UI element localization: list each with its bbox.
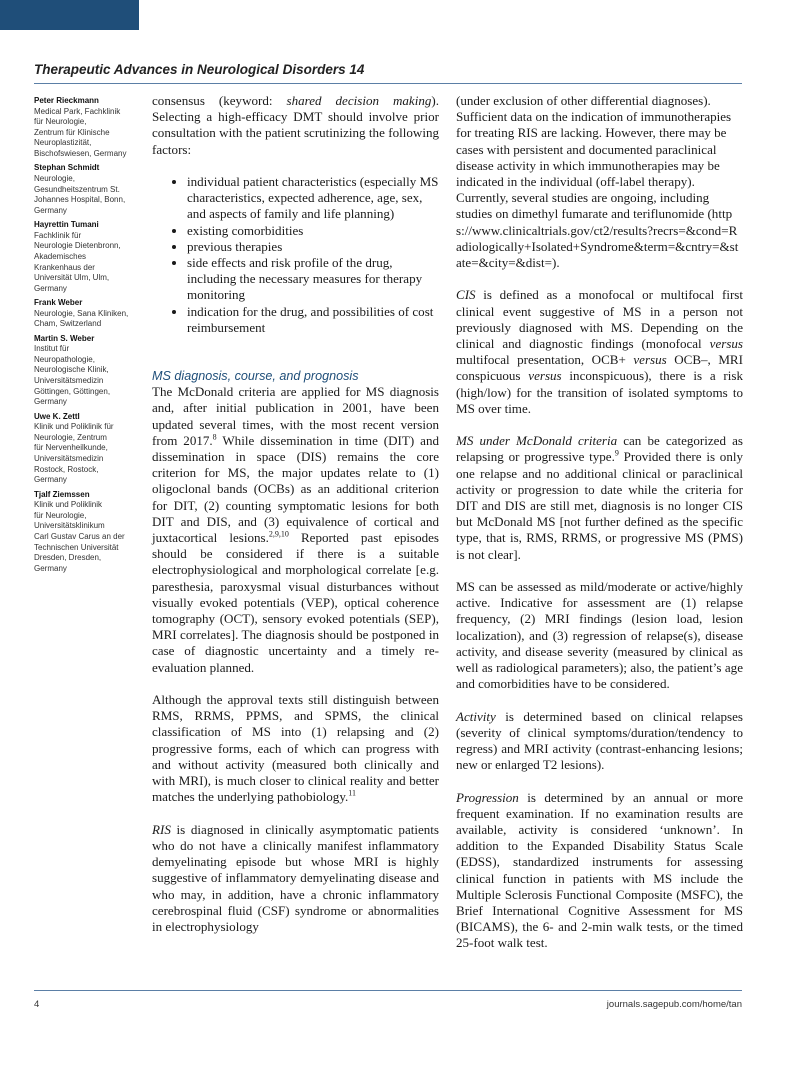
emphasis-text: versus (709, 336, 743, 352)
paragraph (152, 692, 439, 805)
study-url[interactable]: https://www.clinicaltrials.gov/ct2/results?recrs=&cond=Radiologically+Isolated+Syndrome&term=&cntry=&state=&city=&dist= (456, 206, 739, 271)
list-item: • previous therapies (187, 239, 439, 255)
author-name: Stephan Schmidt (34, 163, 100, 173)
text-run: inconspicuous), there is a risk (high/low) for the transition of isolated symptoms to MS over time. (456, 368, 743, 416)
author-affiliations (34, 96, 146, 578)
journal-title: Therapeutic Advances in Neurological Disorders 14 (34, 62, 365, 77)
paragraph: MS can be assessed as mild/moderate or active/highly active. Indicative for assessment are (1) relapse frequency, (2) MRI findings (lesion load, lesion localization), and (3) regression of relapse(s), disease activity, and disease severity (measured by clinical as well as radiological parameters); also, the patient’s age and comorbidities have to be considered. (456, 579, 743, 692)
list-item: • individual patient characteristics (especially MS characteristics, expected adherence, age, sex, and aspects of family and life planning) (187, 174, 439, 223)
factor-list (152, 174, 439, 336)
text-run: consensus (keyword: (152, 93, 287, 108)
paragraph (152, 93, 439, 158)
author-name: Tjalf Ziemssen (34, 489, 90, 499)
text-run: can be categorized as relapsing or progressive type. (456, 433, 743, 465)
paragraph (456, 433, 743, 563)
author-affiliation: Neurologie, Gesundheitszentrum St. Johannes Hospital, Bonn, Germany (34, 173, 126, 215)
paragraph (456, 790, 743, 952)
list-item: • indication for the drug, and possibilities of cost reimbursement (187, 304, 439, 336)
text-run: is determined by an annual or more frequent examination. If no examination results are available, activity is considered ‘unknown’. In addition to the Expanded Disability Status Scale (EDSS), standardized instruments for assessing clinical function in patients with MS include the Multiple Sclerosis Functional Composite (MSFC), the Brief International Cognitive Assessment for MS (BICAMS), the 6- and 2-min walk tests, or the timed 25-foot walk test. (456, 789, 743, 951)
author-entry (34, 334, 146, 408)
footer-rule (34, 990, 742, 991)
paragraph (152, 384, 439, 676)
emphasis-text: CIS (456, 287, 476, 303)
author-entry (34, 490, 146, 575)
emphasis-text: versus (633, 352, 667, 368)
author-affiliation: Klinik und Poliklinik für Neurologie, Zentrum für Nervenheilkunde, Universitätsmedizin Rostock, Rostock, Germany (34, 422, 114, 485)
journal-url-link[interactable]: journals.sagepub.com/home/tan (606, 999, 742, 1010)
author-name: Hayrettin Tumani (34, 220, 99, 230)
header-rule (34, 83, 742, 84)
author-entry (34, 163, 146, 216)
paragraph (456, 709, 743, 774)
emphasis-text: MS under McDonald criteria (456, 433, 618, 449)
author-name: Frank Weber (34, 298, 83, 308)
emphasis-text: Activity (456, 708, 496, 724)
author-entry (34, 220, 146, 294)
author-name: Martin S. Weber (34, 333, 95, 343)
text-run: While dissemination in time (DIT) and dissemination in space (DIS) remains the core criterion for MS, the major updates relate to (1) oligoclonal bands (OCBs) as an additional criterion for DIT, (2) counting symptomatic lesions for both DIT and DIS, and (3) equivalence of cortical and juxtacortical lesions. (152, 432, 439, 546)
body-column-right (456, 93, 743, 952)
citation-ref: 8 (212, 432, 217, 442)
author-entry (34, 412, 146, 486)
author-affiliation: Fachklinik für Neurologie Dietenbronn, Akademisches Krankenhaus der Universität Ulm, Ulm, Germany (34, 230, 121, 293)
paragraph (456, 93, 743, 271)
text-run: The McDonald criteria are applied for MS diagnosis and, after initial publication in 2001, have been updated several times, with the most recent version from 2017. (152, 384, 439, 448)
emphasis-text: shared decision making (286, 93, 432, 108)
author-affiliation: Klinik und Poliklinik für Neurologie, Universitätsklinikum Carl Gustav Carus an der Technischen Universität Dresden, Dresden, Germany (34, 500, 125, 573)
body-column-middle (152, 93, 439, 935)
citation-ref: 11 (348, 788, 356, 798)
citation-ref: 9 (614, 449, 619, 459)
section-heading: MS diagnosis, course, and prognosis (152, 369, 359, 384)
text-run: (under exclusion of other differential diagnoses). Sufficient data on the indication of immunotherapies for treating RIS are lacking. However, there may be cases with persistent and documented paraclinical disease activity in which immunotherapies may be indicated in the individual (off-label therapy). Currently, several studies are ongoing, including studies on dimethyl fumarate and teriflunomide ( (456, 93, 732, 222)
page-number: 4 (34, 999, 40, 1010)
text-run: Although the approval texts still distinguish between RMS, RRMS, PPMS, and SPMS, the clinical classification of MS into (1) relapsing and (2) progressive forms, each of which can progress with and without activity (measured both clinically and with MRI), is much closer to clinical reality and better matches the underlying pathobiology. (152, 692, 439, 805)
text-run: multifocal presentation, OCB+ (456, 352, 634, 368)
text-run: is defined as a monofocal or multifocal first clinical event suggestive of MS in a person not previously diagnosed with MS. Depending on the clinical and diagnostic findings (monofocal (456, 287, 743, 352)
text-run: Provided there is only one relapse and no additional clinical or paraclinical activity or progression to date while the criteria for DIT and DIS are still met, diagnosis is no longer CIS but McDonald MS [not further defined as the specific type, that is, RMS, RRMS, or progressive MS (PMS) is not clear]. (456, 449, 743, 562)
text-run: Reported past episodes should be considered if there is a suitable electrophysiological and morphological correlate [e.g. paresthesia, paroxysmal visual disturbances without visually evoked potentials (VEP), optical coherence tomography (OCT), sensory evoked potentials (SEP), MRI correlates]. The diagnosis should be postponed in case of diagnostic uncertainty and a timely re-evaluation planned. (152, 530, 440, 675)
text-run: is determined based on clinical relapses (severity of clinical symptoms/duration/tendency to regress) and MRI activity (contrast-enhancing lesions; new or enlarged T2 lesions). (456, 708, 743, 773)
author-affiliation: Neurologie, Sana Kliniken, Cham, Switzerland (34, 308, 129, 329)
list-item: • existing comorbidities (187, 223, 439, 239)
emphasis-text: versus (528, 368, 562, 384)
list-item: • side effects and risk profile of the drug, including the necessary measures for therapy monitoring (187, 255, 439, 304)
emphasis-text: RIS (152, 821, 171, 837)
author-name: Peter Rieckmann (34, 96, 99, 105)
author-affiliation: Medical Park, Fachklinik für Neurologie, Zentrum für Klinische Neuroplastizität, Bischofswiesen, Germany (34, 106, 127, 158)
paragraph (152, 822, 439, 935)
author-entry (34, 96, 146, 160)
paragraph (456, 287, 743, 417)
journal-color-bar (0, 0, 139, 30)
author-entry (34, 298, 146, 330)
text-run: is diagnosed in clinically asymptomatic patients who do not have a clinically manifest inflammatory demyelinating episode but whose MRI is highly suggestive of inflammatory demyelinating disease and who may, in addition, have a chronic inflammatory cerebrospinal fluid (CSF) syndrome or abnormalities in electrophysiology (152, 821, 439, 934)
author-name: Uwe K. Zettl (34, 411, 80, 421)
text-run: OCB–, MRI conspicuous (456, 352, 743, 384)
citation-ref: 2,9,10 (268, 529, 289, 539)
emphasis-text: Progression (456, 789, 519, 805)
text-run: ). Selecting a high-efficacy DMT should involve prior consultation with the patient scrutinizing the following factors: (152, 93, 439, 157)
author-affiliation: Institut für Neuropathologie, Neurologische Klinik, Universitätsmedizin Göttingen, Göttingen, Germany (34, 344, 111, 407)
text-run: ). (552, 255, 560, 271)
